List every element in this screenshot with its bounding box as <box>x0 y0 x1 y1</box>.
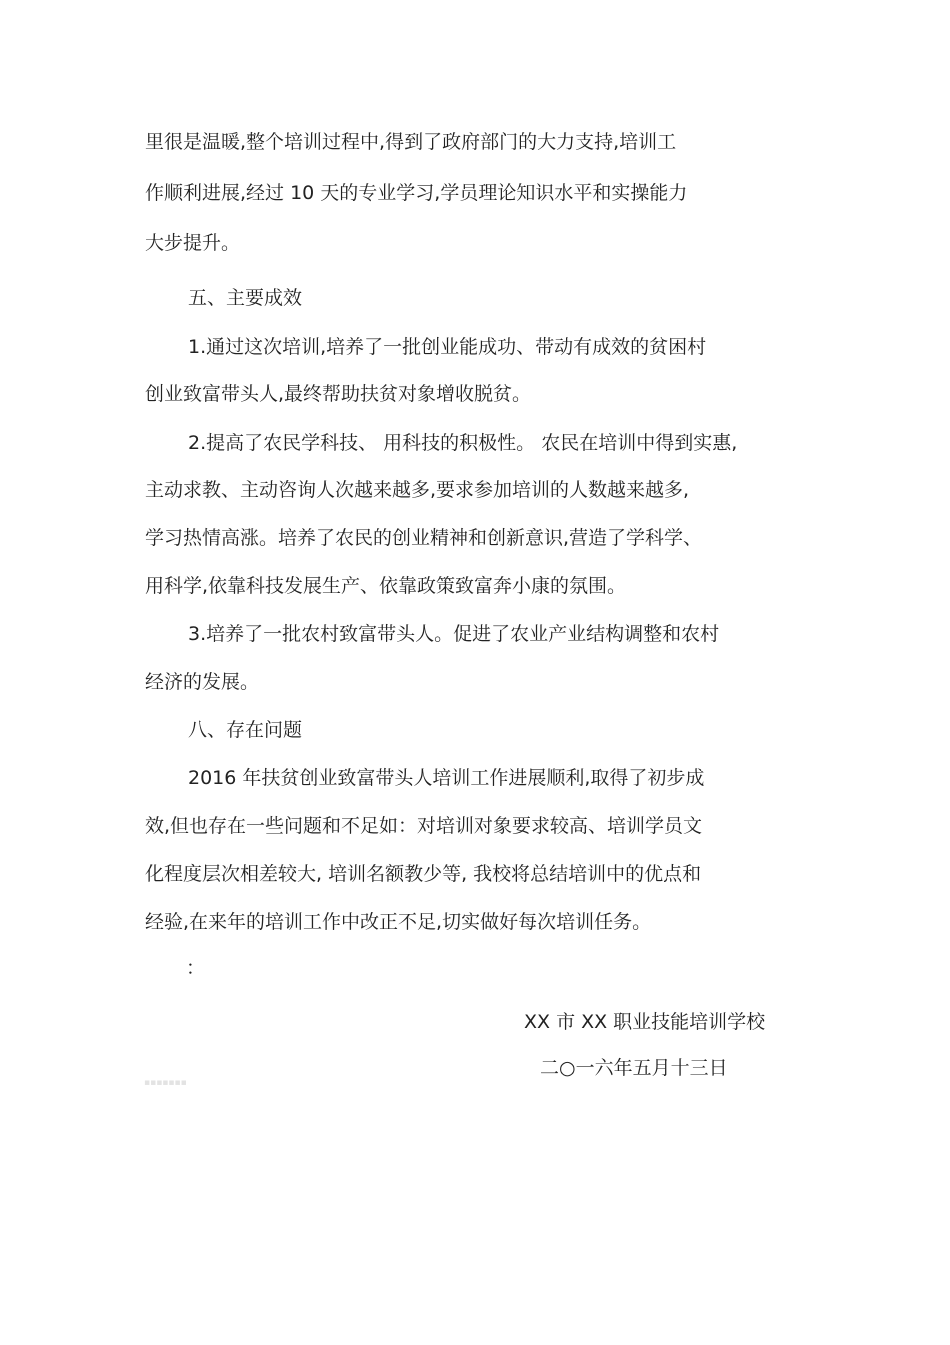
body-line: 大步提升。 <box>145 232 241 254</box>
body-line: 里很是温暖,整个培训过程中,得到了政府部门的大力支持,培训工 <box>145 131 677 153</box>
colon-mark: ： <box>186 957 206 979</box>
body-line: 经验,在来年的培训工作中改正不足,切实做好每次培训任务。 <box>145 911 652 933</box>
body-line: 2016 年扶贫创业致富带头人培训工作进展顺利,取得了初步成 <box>188 767 705 789</box>
signature-date: 二○一六年五月十三日 <box>540 1057 728 1079</box>
body-line: 1.通过这次培训,培养了一批创业能成功、带动有成效的贫困村 <box>188 336 707 358</box>
body-line: 效,但也存在一些问题和不足如：对培训对象要求较高、培训学员文 <box>145 815 703 837</box>
body-line: 化程度层次相差较大, 培训名额教少等, 我校将总结培训中的优点和 <box>145 863 702 885</box>
body-line: 经济的发展。 <box>145 671 260 693</box>
body-line: 用科学,依靠科技发展生产、依靠政策致富奔小康的氛围。 <box>145 575 627 597</box>
body-line: 创业致富带头人,最终帮助扶贫对象增收脱贫。 <box>145 383 532 405</box>
body-line: 3.培养了一批农村致富带头人。促进了农业产业结构调整和农村 <box>188 623 720 645</box>
faint-watermark: ▪▪▪▪▪▪▪ <box>144 1078 187 1088</box>
body-line: 学习热情高涨。培养了农民的创业精神和创新意识,营造了学科学、 <box>145 527 703 549</box>
body-line: 作顺利进展,经过 10 天的专业学习,学员理论知识水平和实操能力 <box>145 182 688 204</box>
body-line: 2.提高了农民学科技、 用科技的积极性。 农民在培训中得到实惠, <box>188 432 738 454</box>
body-line: 主动求教、主动咨询人次越来越多,要求参加培训的人数越来越多, <box>145 479 690 501</box>
section-heading-existing-problems: 八、存在问题 <box>188 719 303 741</box>
signature-organization: XX 市 XX 职业技能培训学校 <box>524 1011 766 1033</box>
section-heading-main-results: 五、主要成效 <box>188 287 303 309</box>
